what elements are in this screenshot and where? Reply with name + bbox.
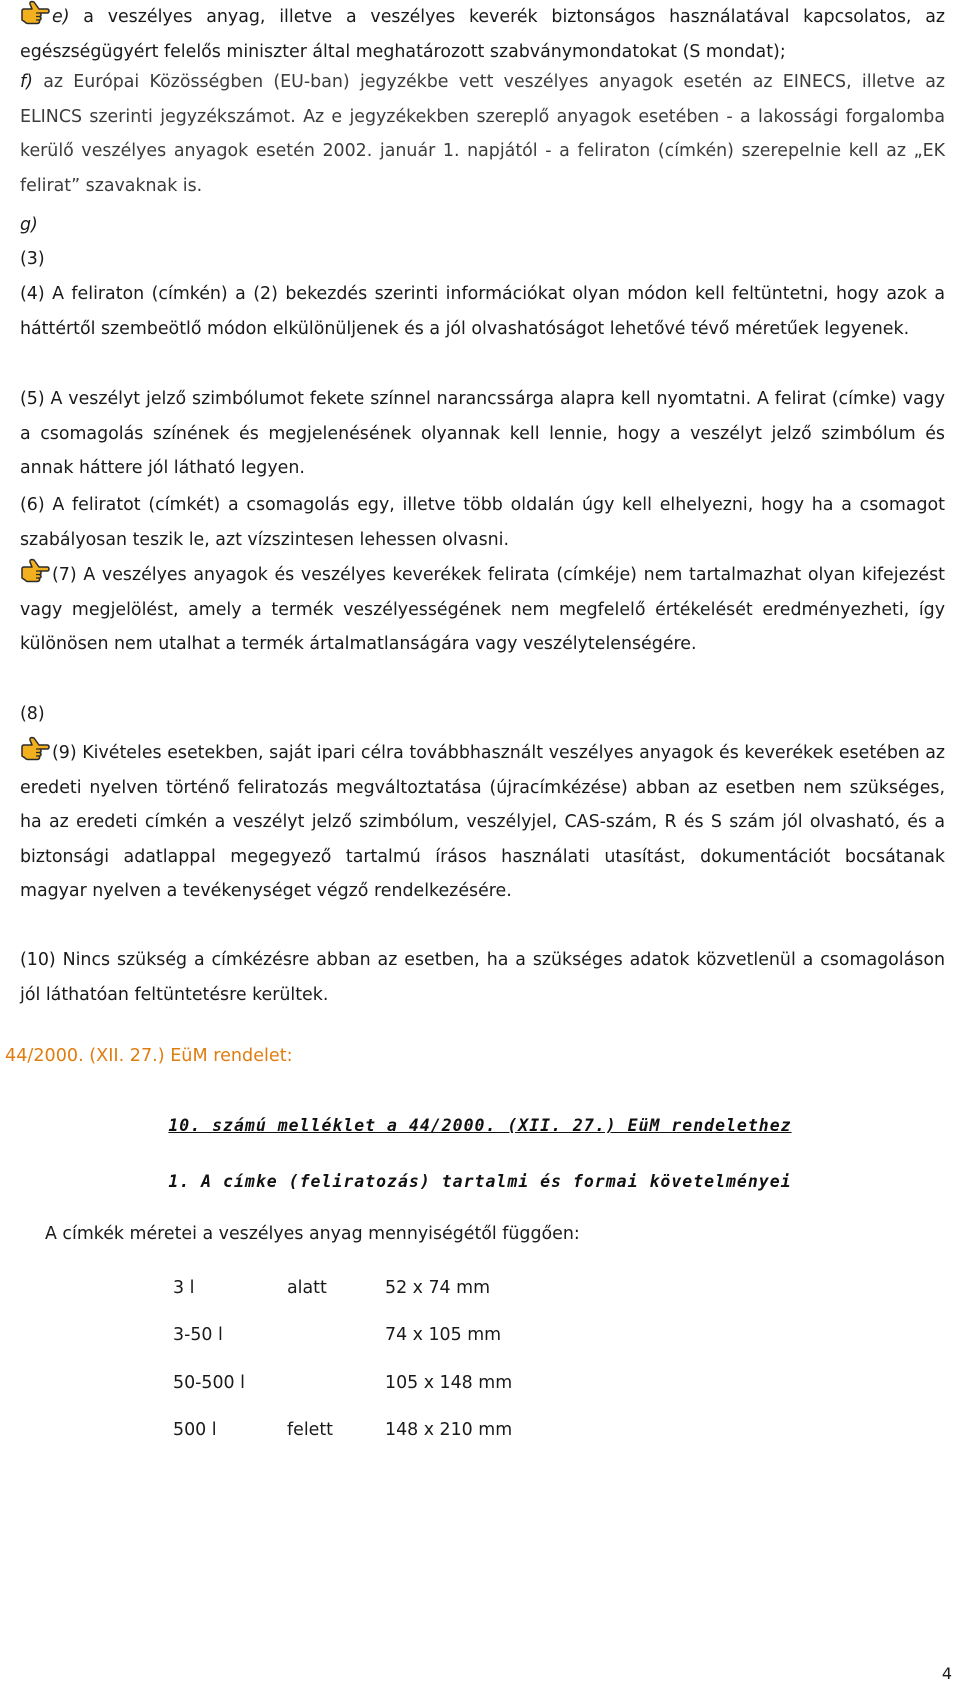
paragraph-6: (6) A feliratot (címkét) a csomagolás egy, illetve több oldalán úgy kell elhelyezni, hogy ha a csomagot szabályosan teszik le, azt vízszintesen lehessen olvasni. (20, 495, 945, 550)
paragraph-7-text: (7) A veszélyes anyagok és veszélyes keverékek felirata (címkéje) nem tartalmazhat olyan kifejezést vagy megjelölést, amely a termék veszélyességének nem megfelelő értékelését eredményezheti, így különösen nem utalhat a termék ártalmatlanságára vagy veszélytelenségére. (20, 565, 945, 655)
annex-title: 10. számú melléklet a 44/2000. (XII. 27.) EüM rendelethez (168, 1116, 792, 1135)
paragraph-10: (10) Nincs szükség a címkézésre abban az esetben, ha a szükséges adatok közvetlenül a csomagoláson jól láthatóan feltüntetésre kerültek. (20, 950, 945, 1005)
paragraph-8: (8) (20, 704, 45, 724)
condition-cell: felett (287, 1420, 333, 1441)
table-row (173, 1264, 585, 1312)
dimension-cell: 105 x 148 mm (385, 1372, 513, 1393)
table-row (173, 1312, 585, 1360)
quantity-cell: 3 l (173, 1277, 195, 1298)
item-label-f: f) (20, 72, 33, 92)
quantity-cell: 500 l (173, 1420, 217, 1441)
condition-cell (287, 1359, 385, 1407)
quantity-cell: 3-50 l (173, 1325, 223, 1346)
paragraph-9-text: (9) Kivételes esetekben, saját ipari célra továbbhasznált veszélyes anyagok és keverékek esetében az eredeti nyelven történő feliratozás megváltoztatása (újracímkézése) abban az esetben nem szükséges, ha az eredeti címkén a veszélyt jelző szimbólum, veszélyjel, CAS-szám, R és S szám jól olvasható, és a biztonsági adatlappal megegyező tartalmú írásos használati utasítást, dokumentációt bocsátanak magyar nyelven a tevékenységet végző rendelkezésére. (20, 743, 945, 902)
paragraph-5: (5) A veszélyt jelző szimbólumot fekete színnel narancssárga alapra kell nyomtatni. A felirat (címke) vagy a csomagolás színének és megjelenésének olyannak kell lennie, hogy a veszélyt jelző szimbólum és annak háttere jól látható legyen. (20, 389, 945, 479)
dimension-cell: 148 x 210 mm (385, 1420, 513, 1441)
pointing-hand-icon[interactable] (20, 558, 50, 584)
paragraph-f-text-b: Az e jegyzékekben szereplő anyagok esetében - a lakossági forgalomba kerülő veszélyes anyagok esetén 2002. január 1. napjától - a feliraton (címkén) szerepelnie kell az „EK felirat” szavaknak is. (20, 106, 945, 196)
paragraph-f-text-a: az Európai Közösségben (EU-ban) jegyzékbe vett veszélyes anyagok esetén az EINECS, illetve az ELINCS szerinti jegyzékszámot. (20, 72, 945, 127)
condition-cell: alatt (287, 1277, 327, 1298)
sizes-intro: A címkék méretei a veszélyes anyag mennyiségétől függően: (45, 1224, 580, 1244)
paragraph-9 (20, 736, 945, 909)
pointing-hand-icon[interactable] (20, 736, 50, 762)
item-label-g: g) (20, 215, 38, 235)
condition-cell (287, 1312, 385, 1360)
table-row (173, 1407, 585, 1455)
label-sizes-table (173, 1264, 585, 1454)
pointing-hand-icon[interactable] (20, 0, 50, 26)
page-number: 4 (941, 1664, 952, 1683)
regulation-link[interactable]: 44/2000. (XII. 27.) EüM rendelet: (5, 1046, 293, 1066)
section-title: 1. A címke (feliratozás) tartalmi és formai követelményei (168, 1172, 792, 1191)
paragraph-3: (3) (20, 249, 45, 269)
dimension-cell: 74 x 105 mm (385, 1325, 502, 1346)
paragraph-e-text: a veszélyes anyag, illetve a veszélyes keverék biztonságos használatával kapcsolatos, az egészségügyért felelős miniszter által meghatározott szabványmondatokat (S mondat); (20, 7, 945, 62)
paragraph-7 (20, 558, 945, 662)
dimension-cell: 52 x 74 mm (385, 1277, 491, 1298)
quantity-cell: 50-500 l (173, 1372, 245, 1393)
paragraph-f (20, 65, 945, 203)
paragraph-e (20, 0, 945, 69)
item-label-e: e) (52, 7, 70, 27)
paragraph-4: (4) A feliraton (címkén) a (2) bekezdés szerinti információkat olyan módon kell feltüntetni, hogy azok a háttértől szembeötlő módon elkülönüljenek és a jól olvashatóságot lehetővé tévő méretűek legyenek. (20, 284, 945, 339)
table-row (173, 1359, 585, 1407)
